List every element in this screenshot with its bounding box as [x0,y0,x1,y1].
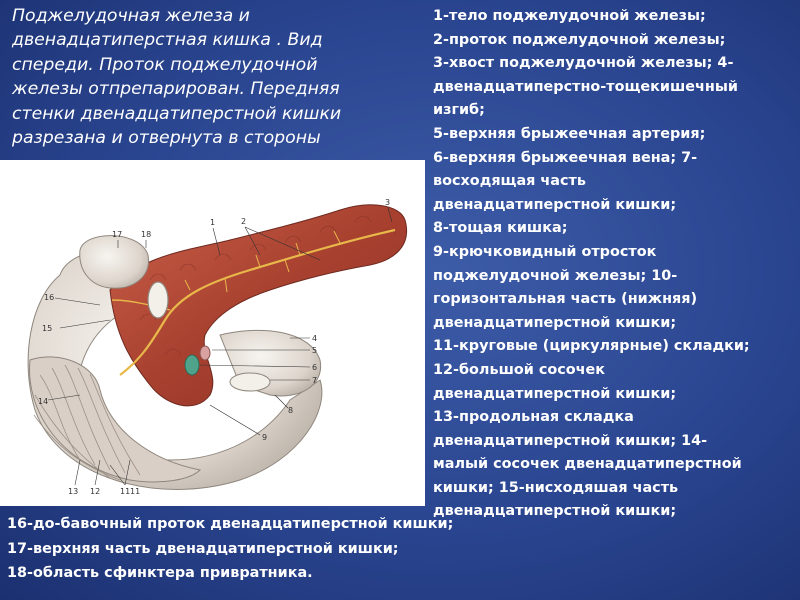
legend-line: 1-тело поджелудочной железы; [433,8,706,24]
legend-line: 6-верхняя брыжеечная вена; 7- [433,149,698,166]
legend-line: горизонтальная часть (нижняя) [433,291,698,308]
title-line: стенки двенадцатиперстной кишки [12,103,342,124]
legend-line: 16-до-бавочный проток двенадцатиперстной кишки; [7,516,454,532]
legend-line: 5-верхняя брыжеечная артерия; [433,125,706,142]
figure-label-11: 11 [130,487,141,496]
legend-line: 12-большой сосочек [433,361,606,378]
legend-line: 17-верхняя часть двенадцатиперстной кишки; [7,540,399,557]
legend-line: кишки; 15-нисходяшая часть [433,479,679,496]
mesenteric-vein [185,355,199,375]
figure-label-16: 16 [44,293,55,302]
figure-label-3: 3 [385,198,391,207]
title-line: разрезана и отвернута в стороны [12,128,321,149]
legend-line: изгиб; [433,102,485,119]
legend-line: двенадцатиперстной кишки; [433,385,677,402]
figure-label-12: 12 [90,487,101,496]
title-line: двенадцатиперстная кишка . Вид [12,30,323,51]
figure-label-13: 13 [68,487,79,496]
figure-label-2: 2 [241,217,247,226]
legend-line: восходящая часть [433,173,586,190]
legend-line: 13-продольная складка [433,409,634,426]
figure-label-5: 5 [312,346,318,355]
legend-right [433,5,795,524]
legend-line: двенадцатиперстной кишки; [433,503,677,520]
figure-label-6: 6 [312,363,318,372]
legend-line: 3-хвост поджелудочной железы; 4- [433,55,734,72]
slide-title [12,4,414,150]
legend-line: 2-проток поджелудочной железы; [433,31,726,48]
title-line: Поджелудочная железа и [12,6,250,26]
anatomy-drawing [0,160,425,506]
title-line: железы отпрепарирован. Передняя [12,79,340,100]
legend-line: поджелудочной железы; 10- [433,267,678,284]
figure-label-8: 8 [288,406,294,415]
title-line: спереди. Проток поджелудочной [12,54,318,75]
figure-label-15: 15 [42,324,53,333]
legend-line: малый сосочек двенадцатиперстной [433,456,742,473]
figure-label-4: 4 [312,334,318,343]
legend-line: двенадцатиперстной кишки; 14- [433,432,708,449]
figure-label-7: 7 [312,376,318,385]
legend-line: 18-область сфинктера привратника. [7,565,313,581]
legend-line: двенадцатиперстной кишки; [433,314,677,331]
pylorus-ring [148,282,168,318]
legend-line: двенадцатиперстной кишки; [433,196,677,213]
figure-label-9: 9 [262,433,268,442]
legend-line: двенадцатиперстно-тощекишечный [433,78,738,95]
legend-bottom [7,512,787,586]
anatomy-illustration [0,160,425,506]
legend-line: 9-крючковидный отросток [433,243,657,260]
figure-label-17: 17 [112,230,123,239]
jejunum-lumen [230,373,270,391]
mesenteric-artery [200,346,210,360]
legend-line: 8-тощая кишка; [433,220,568,237]
figure-label-18: 18 [141,230,152,239]
legend-line: 11-круговые (циркулярные) складки; [433,338,750,355]
figure-label-1: 1 [210,218,216,227]
figure-label-14: 14 [38,397,49,406]
figure-label-11: 11 [120,487,131,496]
